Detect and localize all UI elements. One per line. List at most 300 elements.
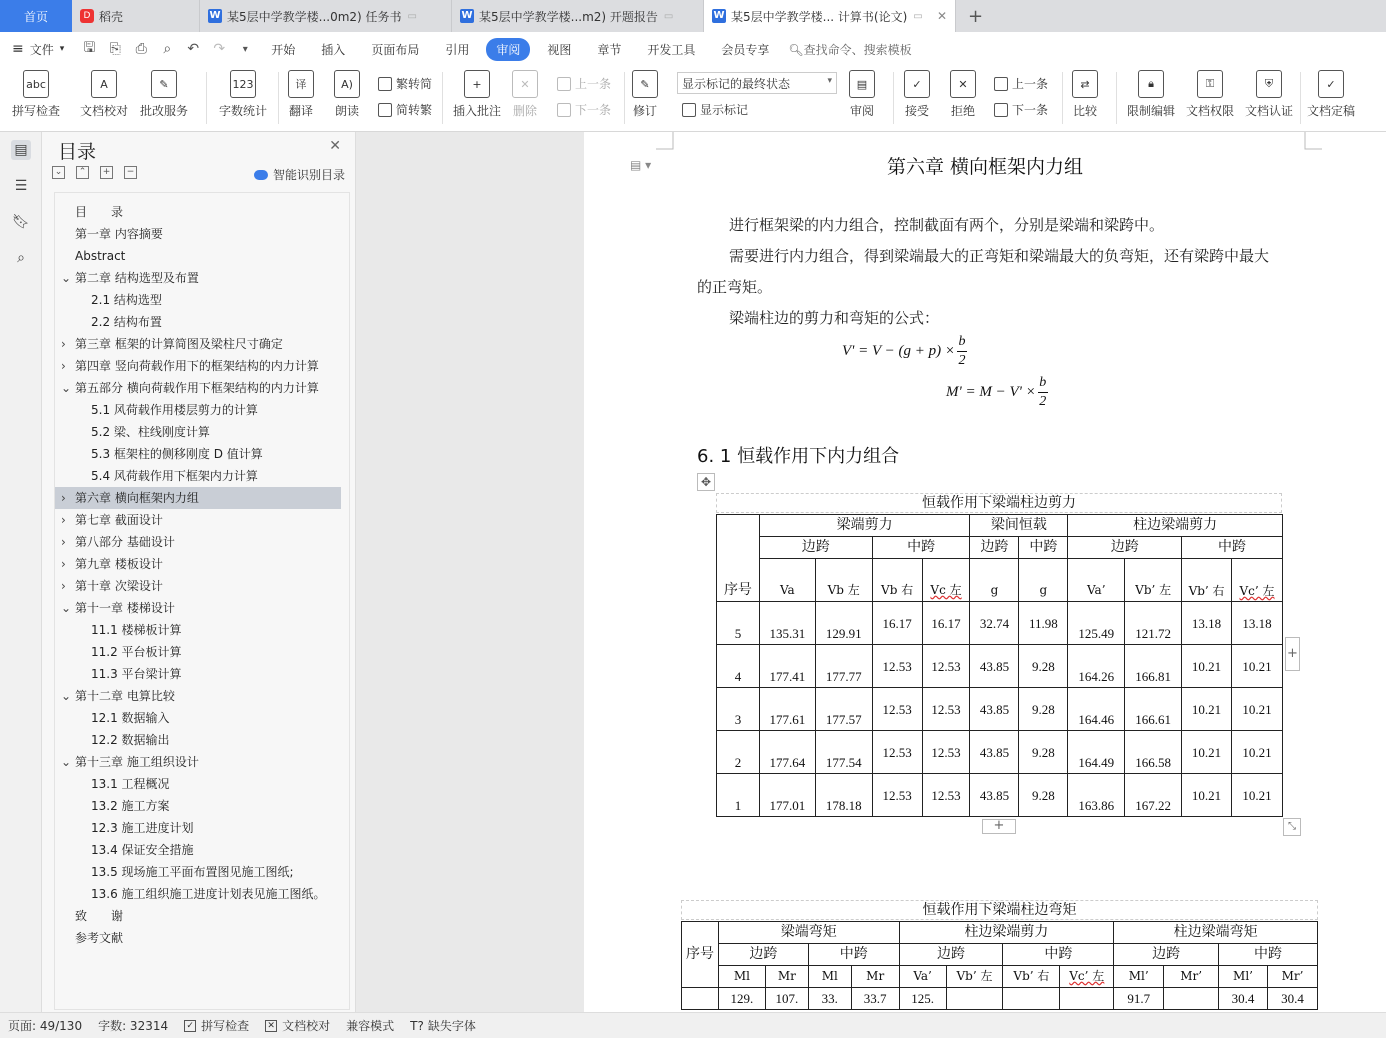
table-cell[interactable]: 164.46 [1068, 688, 1125, 731]
prev-icon [994, 77, 1008, 91]
toc-item-label: 第六章 横向框架内力组 [75, 491, 199, 505]
chevron-down-icon[interactable]: ⌄ [61, 271, 72, 285]
toc-item[interactable] [55, 421, 341, 443]
toc-item-label: 第七章 截面设计 [75, 513, 163, 527]
table-cell[interactable]: 10.21 [1232, 774, 1283, 817]
compare-button[interactable]: ⇄ 比较 [1072, 70, 1098, 119]
undo-icon[interactable]: ↶ [187, 41, 200, 57]
toc-item-label: 第十一章 楼梯设计 [75, 601, 175, 615]
trad-to-simp-button[interactable]: 繁转简 [378, 75, 432, 92]
sub-header: 边跨 [759, 537, 872, 559]
column-header-label: Mr [866, 969, 885, 983]
monitor-icon: ▭ [913, 10, 923, 22]
column-header [759, 559, 815, 602]
prev-change-button[interactable]: 上一条 [994, 75, 1048, 92]
table-cell[interactable] [682, 988, 719, 1010]
table-cell[interactable]: 91.7 [1114, 988, 1164, 1010]
chapter-nav-icon[interactable]: ☰ [14, 178, 28, 194]
table-row [717, 688, 1283, 731]
toc-item[interactable] [55, 817, 341, 839]
column-header [1164, 966, 1219, 988]
column-header [946, 966, 1003, 988]
table-cell[interactable]: 13.18 [1232, 602, 1283, 645]
toc-item-label: 13.6 施工组织施工进度计划表见施工图纸。 [91, 887, 326, 901]
table-cell[interactable]: 135.31 [759, 602, 815, 645]
prev-comment-button[interactable]: 上一条 [557, 75, 611, 92]
table-cell[interactable]: 166.81 [1125, 645, 1182, 688]
doc-permission-button[interactable]: ⚿ 文档权限 [1186, 70, 1234, 119]
toc-item[interactable] [55, 861, 341, 883]
table-cell[interactable]: 43.85 [970, 731, 1019, 774]
chevron-right-icon[interactable]: › [61, 491, 66, 505]
table-cell[interactable]: 9.28 [1019, 688, 1068, 731]
table-cell[interactable]: 9.28 [1019, 645, 1068, 688]
column-header-label: Vc 左 [930, 583, 962, 597]
word-doc-icon: W [713, 10, 725, 21]
toc-toolbar [52, 166, 137, 179]
accept-button[interactable]: ✓ 接受 [904, 70, 930, 119]
menu-chapter[interactable]: 章节 [597, 42, 622, 57]
toc-item-label: 12.1 数据输入 [91, 711, 170, 725]
table-cell[interactable]: 163.86 [1068, 774, 1125, 817]
table-cell[interactable]: 177.77 [815, 645, 872, 688]
chapter-heading: 第六章 横向框架内力组 [886, 156, 1084, 178]
column-header [1019, 559, 1068, 602]
seq-header: 序号 [717, 515, 760, 602]
column-header [970, 559, 1019, 602]
missing-font[interactable]: T? 缺失字体 [410, 1018, 476, 1033]
command-search[interactable]: 🔍︎查找命令、搜索模板 [788, 42, 912, 57]
table-cell[interactable]: 10.21 [1182, 645, 1232, 688]
table-cell[interactable]: 129.91 [815, 602, 872, 645]
column-header-label: Vb’ 左 [1135, 583, 1172, 597]
table-cell[interactable]: 30.4 [1267, 988, 1317, 1010]
permission-icon: ⚿ [1197, 70, 1223, 98]
show-markup-button[interactable]: 显示标记 [682, 101, 748, 118]
group-header: 梁间恒载 [970, 515, 1068, 537]
export-icon[interactable]: ⎘ [109, 41, 121, 57]
toc-item[interactable] [55, 729, 341, 751]
convert-icon [378, 103, 392, 117]
document-page [584, 132, 1386, 1012]
word-count-icon: 123 [230, 70, 256, 98]
group-header: 梁端弯矩 [718, 922, 899, 944]
table-cell[interactable]: 12.53 [922, 688, 970, 731]
table-cell[interactable]: 12.53 [922, 645, 970, 688]
smart-toc-button[interactable]: 智能识别目录 [254, 166, 345, 183]
reject-icon: ✕ [950, 70, 976, 98]
word-count-button[interactable]: 123 字数统计 [219, 70, 267, 119]
chevron-right-icon[interactable]: › [61, 535, 66, 549]
shield-icon: ⛨ [1256, 70, 1282, 98]
table-cell[interactable]: 16.17 [922, 602, 970, 645]
toc-item-label: 第二章 结构选型及布置 [75, 271, 199, 285]
tab-calc-book[interactable]: W 某5层中学教学楼... 计算书(论文) ▭ ✕ [704, 0, 956, 32]
toc-item-label: 目 录 [75, 205, 124, 219]
toc-item-label: 13.4 保证安全措施 [91, 843, 194, 857]
next-icon [557, 103, 571, 117]
toc-item[interactable] [55, 289, 341, 311]
table-cell[interactable]: 12.53 [922, 774, 970, 817]
table-cell[interactable]: 164.49 [1068, 731, 1125, 774]
toc-item[interactable] [55, 509, 341, 531]
tab-task-book[interactable]: W 某5层中学教学楼...0m2) 任务书 ▭ [200, 0, 452, 32]
table-cell[interactable]: 177.57 [815, 688, 872, 731]
table-cell[interactable]: 10.21 [1182, 774, 1232, 817]
close-icon[interactable]: ✕ [936, 9, 947, 23]
column-header-label: Vb’ 右 [1013, 969, 1050, 983]
menu-view[interactable]: 视图 [547, 42, 572, 57]
table-cell[interactable]: 107. [765, 988, 808, 1010]
column-header-label: Mr’ [1281, 969, 1304, 983]
toc-item[interactable] [55, 905, 341, 927]
toc-item[interactable] [55, 531, 341, 553]
table-cell[interactable]: 121.72 [1125, 602, 1182, 645]
table-cell[interactable]: 10.21 [1182, 731, 1232, 774]
word-doc-icon: W [461, 10, 473, 21]
table-cell[interactable]: 16.17 [872, 602, 922, 645]
ribbon-divider [1300, 72, 1301, 124]
new-tab-button[interactable]: + [968, 5, 984, 27]
tab-proposal[interactable]: W 某5层中学教学楼...m2) 开题报告 ▭ [452, 0, 704, 32]
toc-item[interactable] [55, 883, 341, 905]
toc-item-label: 2.1 结构选型 [91, 293, 162, 307]
table-move-handle[interactable]: ✥ [697, 473, 715, 491]
column-header [1003, 966, 1060, 988]
table-cell[interactable] [946, 988, 1003, 1010]
toc-item[interactable] [55, 641, 341, 663]
table-cell[interactable]: 43.85 [970, 688, 1019, 731]
toc-item-label: 第九章 楼板设计 [75, 557, 163, 571]
table-cell[interactable]: 1 [717, 774, 760, 817]
next-comment-button[interactable]: 下一条 [557, 101, 611, 118]
chevron-right-icon[interactable]: › [61, 579, 66, 593]
paragraph: 需要进行内力组合，得到梁端最大的正弯矩和梁端最大的负弯矩，还有梁跨中最大 [729, 247, 1270, 265]
toc-item[interactable] [55, 223, 341, 245]
spell-check-button[interactable]: abc 拼写检查 [12, 70, 60, 119]
toc-item-label: 5.4 风荷载作用下框架内力计算 [91, 469, 258, 483]
column-header [922, 559, 970, 602]
toc-item-label: 11.3 平台梁计算 [91, 667, 182, 681]
restrict-edit-button[interactable]: 🔒︎ 限制编辑 [1127, 70, 1175, 119]
table-cell[interactable]: 2 [717, 731, 760, 774]
toc-item[interactable] [55, 311, 341, 333]
table-cell[interactable]: 12.53 [872, 688, 922, 731]
paragraph: 梁端柱边的剪力和弯矩的公式： [729, 309, 940, 327]
column-header-label: Ml’ [1233, 969, 1253, 983]
chevron-right-icon[interactable]: › [61, 359, 66, 373]
doc-cert-button[interactable]: ⛨ 文档认证 [1245, 70, 1293, 119]
close-icon[interactable]: ✕ [329, 138, 341, 154]
redo-icon[interactable]: ↷ [213, 41, 226, 57]
toc-item[interactable] [55, 751, 341, 773]
toc-item[interactable] [55, 619, 341, 641]
toc-item[interactable] [55, 487, 341, 509]
corner-mark [656, 132, 674, 150]
ribbon-divider [278, 72, 279, 124]
table-cell[interactable]: 43.85 [970, 645, 1019, 688]
toc-item-label: Abstract [75, 249, 126, 263]
ribbon-divider [1116, 72, 1117, 124]
print-icon[interactable]: ⎙ [135, 41, 147, 57]
bookmark-icon[interactable]: 🔖︎ [12, 214, 30, 230]
table-cell[interactable]: 9.28 [1019, 731, 1068, 774]
column-header-label: Ml [821, 969, 838, 983]
corner-mark [1304, 132, 1322, 150]
table-cell[interactable]: 10.21 [1182, 688, 1232, 731]
table-row [717, 774, 1283, 817]
column-header [808, 966, 851, 988]
formula-moment: M' = M − V' × $\frac{b}{2}$ [946, 375, 1047, 409]
chevron-down-icon[interactable]: ⌄ [61, 381, 72, 395]
table-cell[interactable]: 32.74 [970, 602, 1019, 645]
toc-item[interactable] [55, 685, 341, 707]
table-cell[interactable]: 11.98 [1019, 602, 1068, 645]
chevron-right-icon[interactable]: › [61, 557, 66, 571]
table-row [717, 645, 1283, 688]
comment-delete-icon: ✕ [512, 70, 538, 98]
column-header-label: Ml’ [1128, 969, 1149, 983]
toc-item[interactable] [55, 773, 341, 795]
sub-header: 中跨 [1019, 537, 1068, 559]
toc-item[interactable] [55, 465, 341, 487]
table-cell[interactable] [1060, 988, 1114, 1010]
sub-header: 边跨 [899, 944, 1003, 966]
toc-panel-icon[interactable]: ▤ [11, 140, 31, 160]
toc-item[interactable] [55, 399, 341, 421]
toc-item[interactable] [55, 377, 341, 399]
column-header-label: Vc’ 左 [1069, 969, 1105, 983]
toc-item[interactable] [55, 839, 341, 861]
file-menu[interactable]: ≡ 文件 ▾ [12, 41, 65, 57]
spell-check-icon: abc [23, 70, 49, 98]
table1-caption: 恒载作用下梁端柱边剪力 [716, 493, 1282, 513]
save-icon[interactable]: 🖫 [83, 40, 96, 56]
table-cell[interactable]: 12.53 [872, 731, 922, 774]
table-cell[interactable]: 43.85 [970, 774, 1019, 817]
ribbon-divider [1062, 72, 1063, 124]
table-cell[interactable] [1164, 988, 1219, 1010]
collapse-all-icon[interactable]: ⌃ [76, 166, 89, 179]
toc-item[interactable] [55, 707, 341, 729]
table-row [682, 988, 1318, 1010]
left-icon-strip [0, 132, 42, 1012]
formula-shear: V' = V − (g + p) × $\frac{b}{2}$ [842, 334, 966, 368]
compare-icon: ⇄ [1072, 70, 1098, 98]
table-cell[interactable]: 12.53 [872, 645, 922, 688]
table-cell[interactable]: 10.21 [1232, 645, 1283, 688]
column-header-label: Vb 右 [881, 583, 914, 597]
toc-item[interactable] [55, 575, 341, 597]
lock-icon: 🔒︎ [1138, 70, 1164, 98]
tab-home[interactable]: 首页 [0, 0, 72, 32]
menu-reference[interactable]: 引用 [445, 42, 470, 57]
toc-item[interactable] [55, 333, 341, 355]
review-pane-button[interactable]: ▤ 审阅 [849, 70, 875, 119]
search-icon[interactable]: ⌕ [17, 250, 25, 266]
toc-item[interactable] [55, 355, 341, 377]
toc-item[interactable] [55, 795, 341, 817]
table-cell[interactable]: 125.49 [1068, 602, 1125, 645]
toc-item[interactable] [55, 443, 341, 465]
add-column-button[interactable]: + [1285, 637, 1300, 671]
table-cell[interactable]: 33.7 [851, 988, 899, 1010]
remove-item-icon[interactable]: − [124, 166, 137, 179]
table-cell[interactable]: 3 [717, 688, 760, 731]
group-header: 柱边梁端剪力 [1068, 515, 1283, 537]
sub-header: 中跨 [1219, 944, 1318, 966]
column-header [851, 966, 899, 988]
column-header [1125, 559, 1182, 602]
status-doc-proof[interactable]: ✕ 文档校对 [257, 1017, 338, 1034]
monitor-icon: ▭ [663, 10, 674, 22]
daoke-icon: D [80, 9, 94, 23]
table-row [717, 731, 1283, 774]
table-cell[interactable]: 125. [899, 988, 946, 1010]
toc-item-label: 13.5 现场施工平面布置图见施工图纸; [91, 865, 294, 879]
column-header-label: Vc’ 左 [1239, 584, 1275, 598]
toc-title: 目录 [58, 141, 97, 163]
column-header-label: Mr’ [1180, 969, 1203, 983]
simp-to-trad-button[interactable]: 简转繁 [378, 101, 432, 118]
status-spell-check[interactable]: ✓ 拼写检查 [176, 1017, 257, 1034]
table-cell[interactable]: 4 [717, 645, 760, 688]
add-item-icon[interactable]: + [100, 166, 113, 179]
translate-button[interactable]: 译 翻译 [288, 70, 314, 119]
toc-item-label: 致 谢 [75, 909, 124, 923]
moment-table [681, 921, 1318, 1010]
toc-item[interactable] [55, 597, 341, 619]
column-header [1114, 966, 1164, 988]
annotate-service-button[interactable]: ✎ 批改服务 [140, 70, 188, 119]
ribbon-divider [442, 72, 443, 124]
column-header [1182, 559, 1232, 602]
preview-icon[interactable]: ⌕ [163, 41, 172, 57]
table-cell[interactable]: 10.21 [1232, 688, 1283, 731]
toc-item-label: 11.1 楼梯板计算 [91, 623, 182, 637]
proof-icon: A [91, 70, 117, 98]
table-cell[interactable]: 12.53 [922, 731, 970, 774]
toc-item-label: 第八部分 基础设计 [75, 535, 175, 549]
table-cell[interactable]: 5 [717, 602, 760, 645]
seq-header: 序号 [682, 922, 719, 988]
ribbon-divider [624, 72, 625, 124]
menu-layout[interactable]: 页面布局 [371, 42, 420, 57]
table-cell[interactable]: 12.53 [872, 774, 922, 817]
column-header [718, 966, 765, 988]
table-cell[interactable]: 177.61 [759, 688, 815, 731]
chevron-right-icon[interactable]: › [61, 513, 66, 527]
paragraph: 的正弯矩。 [697, 278, 773, 296]
reject-button[interactable]: ✕ 拒绝 [950, 70, 976, 119]
read-aloud-button[interactable]: A) 朗读 [334, 70, 360, 119]
table-cell[interactable]: 167.22 [1125, 774, 1182, 817]
toc-item-label: 第三章 框架的计算简图及梁柱尺寸确定 [75, 337, 283, 351]
page-indicator[interactable]: 页面: 49/130 [8, 1019, 83, 1033]
table-cell[interactable]: 177.01 [759, 774, 815, 817]
chevron-right-icon[interactable]: › [61, 337, 66, 351]
column-header [765, 966, 808, 988]
column-header-label: Vb’ 左 [956, 969, 993, 983]
next-change-button[interactable]: 下一条 [994, 101, 1048, 118]
table-cell[interactable]: 30.4 [1219, 988, 1268, 1010]
show-markup-icon [682, 103, 696, 117]
group-header: 柱边梁端剪力 [899, 922, 1114, 944]
resize-icon[interactable]: ⤡ [1283, 818, 1301, 836]
table-cell[interactable]: 129. [718, 988, 765, 1010]
menu-start[interactable]: 开始 [271, 42, 296, 57]
table-cell[interactable]: 177.54 [815, 731, 872, 774]
table-cell[interactable]: 33. [808, 988, 851, 1010]
track-changes-button[interactable]: ✎ 修订 [632, 70, 658, 119]
markup-mode-select[interactable]: 显示标记的最终状态 ▾ [677, 72, 837, 94]
chevron-down-icon[interactable]: ⌄ [61, 689, 72, 703]
word-count[interactable]: 字数: 32314 [98, 1019, 169, 1033]
doc-final-button[interactable]: ✓ 文档定稿 [1307, 70, 1355, 119]
menu-devtools[interactable]: 开发工具 [647, 42, 696, 57]
column-header [1267, 966, 1317, 988]
font-icon: T? [410, 1018, 424, 1033]
toc-item[interactable] [55, 927, 341, 949]
table-cell[interactable]: 166.58 [1125, 731, 1182, 774]
review-pane-icon: ▤ [849, 70, 875, 98]
toc-item-label: 第十三章 施工组织设计 [75, 755, 199, 769]
expand-all-icon[interactable]: ⌄ [52, 166, 65, 179]
more-icon[interactable]: ▾ [242, 43, 248, 55]
column-header [1068, 559, 1125, 602]
table-cell[interactable]: 177.64 [759, 731, 815, 774]
table-cell[interactable]: 9.28 [1019, 774, 1068, 817]
group-header: 柱边梁端弯矩 [1114, 922, 1318, 944]
insert-comment-button[interactable]: + 插入批注 [453, 70, 501, 119]
accept-icon: ✓ [904, 70, 930, 98]
toc-item[interactable] [55, 553, 341, 575]
column-header [815, 559, 872, 602]
table-cell[interactable]: 178.18 [815, 774, 872, 817]
page-menu-icon[interactable]: ▤ ▾ [630, 158, 652, 172]
sub-header: 中跨 [1182, 537, 1283, 559]
menu-review[interactable]: 审阅 [486, 38, 530, 61]
toc-item-label: 13.2 施工方案 [91, 799, 170, 813]
menu-member[interactable]: 会员专享 [721, 42, 770, 57]
table-cell[interactable]: 177.41 [759, 645, 815, 688]
toc-item[interactable] [55, 201, 341, 223]
toc-item[interactable] [55, 245, 341, 267]
table-cell[interactable]: 164.26 [1068, 645, 1125, 688]
toc-item[interactable] [55, 267, 341, 289]
prev-icon [557, 77, 571, 91]
track-changes-icon: ✎ [632, 70, 658, 98]
add-row-button[interactable]: + [982, 819, 1016, 834]
delete-comment-button[interactable]: ✕ 删除 [512, 70, 538, 119]
chevron-down-icon[interactable]: ⌄ [61, 755, 72, 769]
ai-icon [254, 170, 268, 180]
sub-header: 中跨 [872, 537, 970, 559]
toc-item-label: 5.3 框架柱的侧移刚度 D 值计算 [91, 447, 263, 461]
toc-item-label: 5.1 风荷载作用楼层剪力的计算 [91, 403, 258, 417]
table-cell[interactable] [1003, 988, 1060, 1010]
sub-header: 边跨 [718, 944, 808, 966]
menu-insert[interactable]: 插入 [321, 42, 346, 57]
doc-proof-button[interactable]: A 文档校对 [80, 70, 128, 119]
table-cell[interactable]: 10.21 [1232, 731, 1283, 774]
column-header-label: Ml [733, 969, 750, 983]
tab-daoke[interactable]: D 稻壳 [72, 0, 200, 32]
toc-item[interactable] [55, 663, 341, 685]
table-cell[interactable]: 13.18 [1182, 602, 1232, 645]
chevron-down-icon[interactable]: ⌄ [61, 601, 72, 615]
table-cell[interactable]: 166.61 [1125, 688, 1182, 731]
